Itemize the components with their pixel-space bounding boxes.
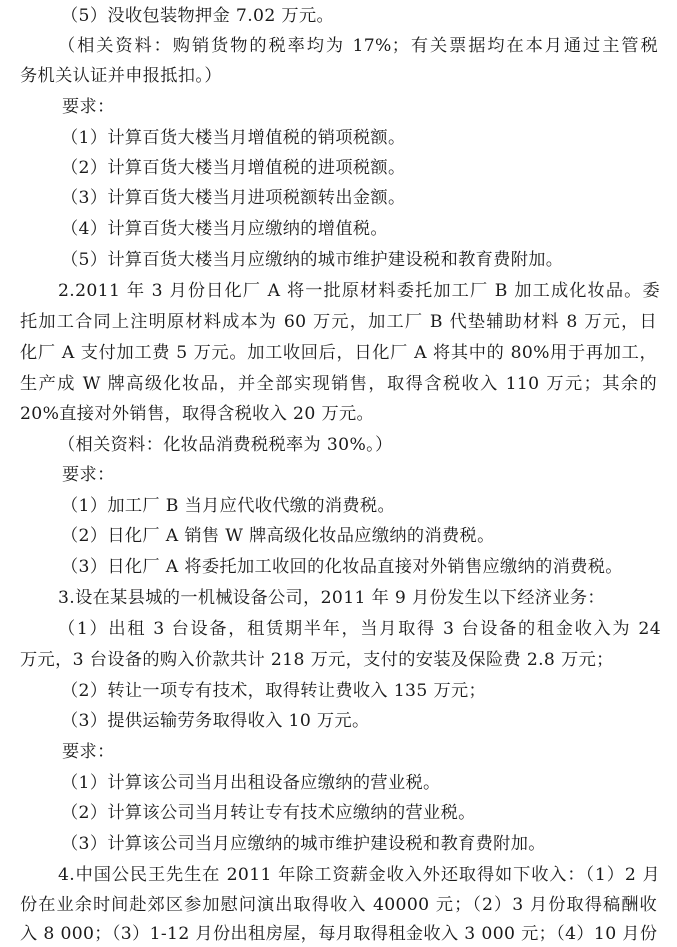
doc-line-4: 要求： — [62, 97, 115, 117]
doc-line-24: （3）提供运输劳务取得收入 10 万元。 — [61, 711, 370, 731]
doc-line-14: 20%直接对外销售，取得含税收入 20 万元。 — [20, 404, 375, 424]
doc-line-9: （5）计算百货大楼当月应缴纳的城市维护建设税和教育费附加。 — [61, 250, 564, 270]
doc-line-20: 3.设在某县城的一机械设备公司，2011 年 9 月份发生以下经济业务： — [58, 588, 605, 608]
doc-line-16: 要求： — [62, 465, 115, 485]
doc-line-28: （3）计算该公司当月应缴纳的城市维护建设税和教育费附加。 — [61, 834, 546, 854]
doc-line-7: （3）计算百货大楼当月进项税额转出金额。 — [61, 188, 406, 208]
doc-line-2: （相关资料：购销货物的税率均为 17%；有关票据均在本月通过主管税 — [58, 36, 658, 56]
doc-line-11: 托加工合同上注明原材料成本为 60 万元，加工厂 B 代垫辅助材料 8 万元，日 — [20, 312, 657, 332]
doc-line-23: （2）转让一项专有技术，取得转让费收入 135 万元； — [61, 681, 487, 701]
doc-line-15: （相关资料：化妆品消费税税率为 30%。） — [58, 435, 393, 455]
doc-line-3: 务机关认证并申报抵扣。） — [20, 66, 222, 86]
doc-line-29: 4.中国公民王先生在 2011 年除工资薪金收入外还取得如下收入：（1）2 月 — [58, 865, 660, 885]
doc-line-1: （5）没收包装物押金 7.02 万元。 — [61, 6, 335, 26]
doc-line-27: （2）计算该公司当月转让专有技术应缴纳的营业税。 — [61, 803, 476, 823]
doc-line-10: 2.2011 年 3 月份日化厂 A 将一批原材料委托加工厂 B 加工成化妆品。委 — [58, 281, 660, 301]
doc-line-31: 入 8 000；（3）1-12 月份出租房屋，每月取得租金收入 3 000 元；（4）10 月份 — [20, 924, 658, 944]
doc-line-30: 份在业余时间赴郊区参加慰问演出取得收入 40000 元；（2）3 月份取得稿酬收 — [20, 895, 657, 915]
doc-line-6: （2）计算百货大楼当月增值税的进项税额。 — [61, 158, 406, 178]
doc-line-21: （1）出租 3 台设备，租赁期半年，当月取得 3 台设备的租金收入为 24 — [58, 619, 661, 639]
doc-line-8: （4）计算百货大楼当月应缴纳的增值税。 — [61, 219, 388, 239]
doc-line-26: （1）计算该公司当月出租设备应缴纳的营业税。 — [61, 773, 441, 793]
doc-line-25: 要求： — [62, 742, 115, 762]
doc-line-17: （1）加工厂 B 当月应代收代缴的消费税。 — [61, 496, 396, 516]
doc-line-13: 生产成 W 牌高级化妆品，并全部实现销售，取得含税收入 110 万元；其余的 — [20, 374, 657, 394]
doc-line-22: 万元，3 台设备的购入价款共计 218 万元，支付的安装及保险费 2.8 万元； — [20, 650, 614, 670]
doc-line-12: 化厂 A 支付加工费 5 万元。加工收回后，日化厂 A 将其中的 80%用于再加工， — [20, 343, 657, 363]
doc-line-18: （2）日化厂 A 销售 W 牌高级化妆品应缴纳的消费税。 — [61, 526, 495, 546]
doc-line-5: （1）计算百货大楼当月增值税的销项税额。 — [61, 128, 406, 148]
doc-line-19: （3）日化厂 A 将委托加工收回的化妆品直接对外销售应缴纳的消费税。 — [61, 557, 623, 577]
